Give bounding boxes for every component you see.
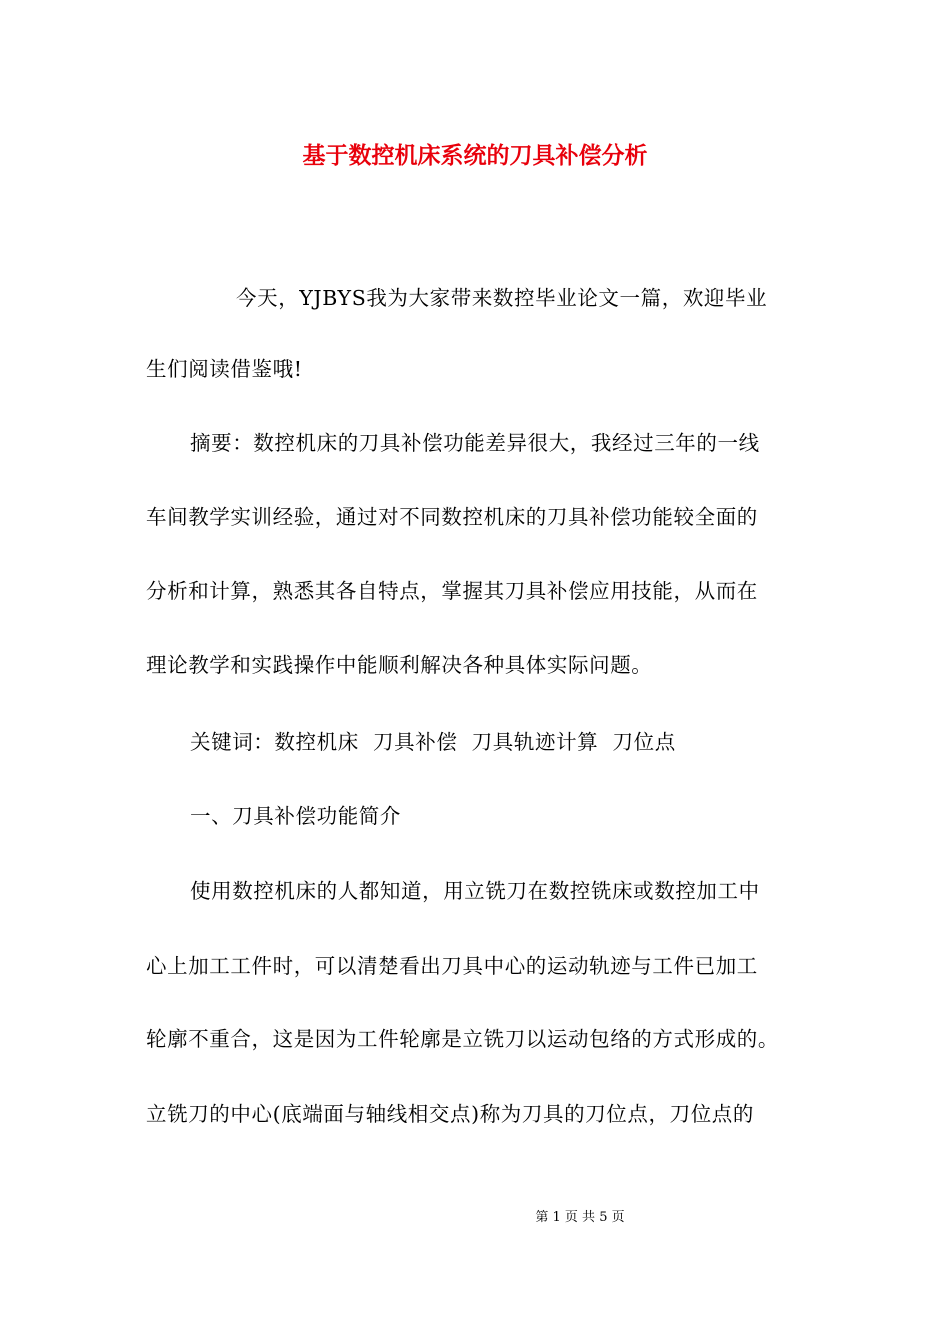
paragraph-line: 立铣刀的中心(底端面与轴线相交点)称为刀具的刀位点，刀位点的 [146, 1102, 754, 1126]
paragraph-line: 理论教学和实践操作中能顺利解决各种具体实际问题。 [146, 653, 653, 677]
keywords-line: 关键词：数控机床 刀具补偿 刀具轨迹计算 刀位点 [190, 730, 676, 754]
paragraph-line: 今天，YJBYS我为大家带来数控毕业论文一篇，欢迎毕业 [236, 286, 768, 310]
section-heading: 一、刀具补偿功能简介 [190, 804, 401, 828]
paragraph-line: 车间教学实训经验，通过对不同数控机床的刀具补偿功能较全面的 [146, 505, 758, 529]
page-footer: 第 1 页 共 5 页 [535, 1210, 625, 1225]
paragraph-line: 分析和计算，熟悉其各自特点，掌握其刀具补偿应用技能，从而在 [146, 579, 758, 603]
paragraph-line: 心上加工工件时，可以清楚看出刀具中心的运动轨迹与工件已加工 [146, 954, 758, 978]
paragraph-line: 轮廓不重合，这是因为工件轮廓是立铣刀以运动包络的方式形成的。 [146, 1027, 779, 1051]
paragraph-line: 使用数控机床的人都知道，用立铣刀在数控铣床或数控加工中 [190, 879, 760, 903]
paragraph-line: 摘要：数控机床的刀具补偿功能差异很大，我经过三年的一线 [190, 431, 760, 455]
document-title: 基于数控机床系统的刀具补偿分析 [302, 142, 648, 169]
paragraph-line: 生们阅读借鉴哦! [146, 357, 303, 381]
